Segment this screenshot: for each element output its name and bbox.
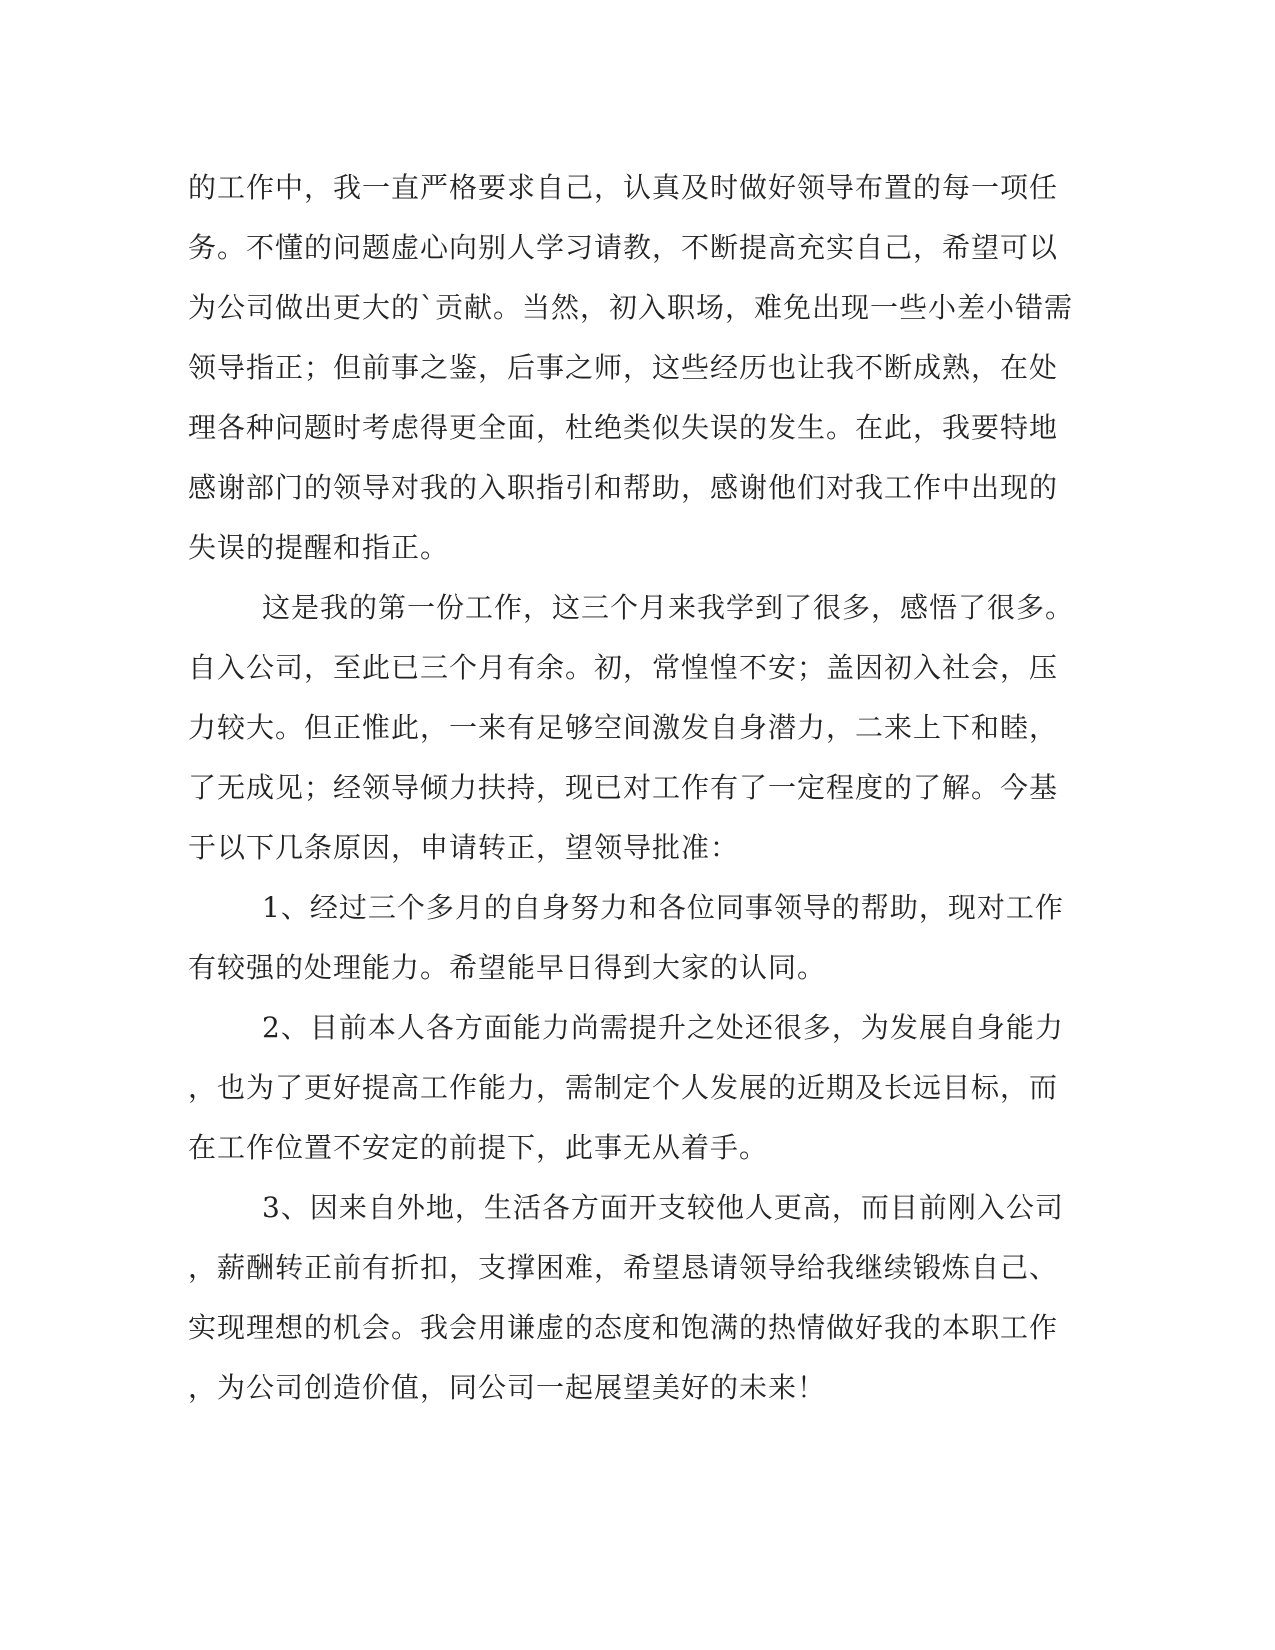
text-line: 为公司做出更大的`贡献。当然，初入职场，难免出现一些小差小错需 (188, 291, 1074, 324)
text-line: 力较大。但正惟此，一来有足够空间激发自身潜力，二来上下和睦， (188, 711, 1059, 744)
text-line: 于以下几条原因，申请转正，望领导批准： (188, 831, 740, 864)
text-line: 在工作位置不安定的前提下，此事无从着手。 (188, 1131, 769, 1164)
text-line: ，为公司创造价值，同公司一起展望美好的未来！ (188, 1371, 827, 1404)
text-line: 领导指正；但前事之鉴，后事之师，这些经历也让我不断成熟，在处 (188, 351, 1059, 384)
text-line: 自入公司，至此已三个月有余。初，常惶惶不安；盖因初入社会，压 (188, 651, 1059, 684)
text-line: 理各种问题时考虑得更全面，杜绝类似失误的发生。在此，我要特地 (188, 411, 1059, 444)
text-line: 有较强的处理能力。希望能早日得到大家的认同。 (188, 951, 827, 984)
text-line: 了无成见；经领导倾力扶持，现已对工作有了一定程度的了解。今基 (188, 771, 1059, 804)
text-line: 这是我的第一份工作，这三个月来我学到了很多，感悟了很多。 (262, 591, 1075, 624)
text-line: 实现理想的机会。我会用谦虚的态度和饱满的热情做好我的本职工作 (188, 1311, 1059, 1344)
text-line: 的工作中，我一直严格要求自己，认真及时做好领导布置的每一项任 (188, 171, 1059, 204)
text-line: 感谢部门的领导对我的入职指引和帮助，感谢他们对我工作中出现的 (188, 471, 1059, 504)
text-line: 3、因来自外地，生活各方面开支较他人更高，而目前刚入公司 (262, 1191, 1064, 1224)
text-line: ，薪酬转正前有折扣，支撑困难，希望恳请领导给我继续锻炼自己、 (188, 1251, 1059, 1284)
text-line: 2、目前本人各方面能力尚需提升之处还很多，为发展自身能力 (262, 1011, 1064, 1044)
text-line: ，也为了更好提高工作能力，需制定个人发展的近期及长远目标，而 (188, 1071, 1059, 1104)
document-body (188, 158, 1075, 1418)
text-line: 1、经过三个多月的自身努力和各位同事领导的帮助，现对工作 (262, 891, 1064, 924)
text-line: 务。不懂的问题虚心向别人学习请教，不断提高充实自己，希望可以 (188, 231, 1059, 264)
text-line: 失误的提醒和指正。 (188, 531, 450, 564)
